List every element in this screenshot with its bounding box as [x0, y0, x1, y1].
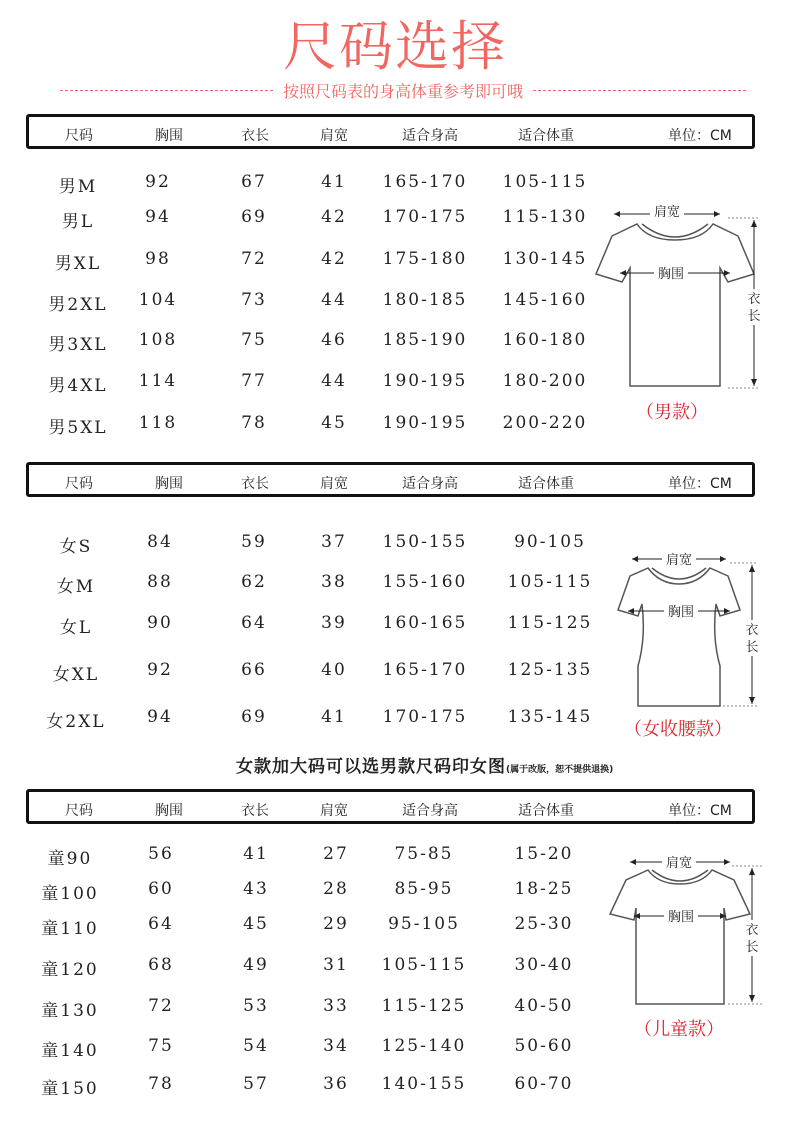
table-cell: 64 [148, 914, 174, 934]
women-length-label-1: 衣 [745, 623, 759, 638]
table-cell: 42 [321, 207, 347, 227]
header-cell: 尺码 [65, 803, 93, 819]
men-shirt-diagram [592, 196, 772, 396]
header-cell: 肩宽 [320, 803, 348, 819]
table-cell: 75-85 [394, 844, 454, 864]
table-cell: 31 [323, 955, 349, 975]
header-cell: 胸围 [155, 128, 183, 144]
table-cell: 78 [148, 1074, 174, 1094]
table-cell: 92 [145, 172, 171, 192]
table-cell: 155-160 [382, 572, 468, 592]
header-cell: 尺码 [65, 128, 93, 144]
table-cell: 男4XL [48, 376, 108, 396]
table-cell: 69 [241, 707, 267, 727]
header-cell: 适合体重 [518, 476, 574, 492]
table-cell: 73 [241, 290, 267, 310]
table-cell: 94 [147, 707, 173, 727]
table-cell: 57 [243, 1074, 269, 1094]
header-cell: 适合体重 [518, 128, 574, 144]
table-cell: 44 [321, 371, 347, 391]
table-cell: 200-220 [502, 413, 588, 433]
table-cell: 男XL [54, 254, 102, 274]
header-cell: 适合身高 [402, 803, 458, 819]
table-cell: 53 [243, 996, 269, 1016]
table-cell: 125-140 [381, 1036, 467, 1056]
table-cell: 72 [241, 249, 267, 269]
table-cell: 童150 [41, 1079, 99, 1099]
table-cell: 180-185 [382, 290, 468, 310]
header-cell: 尺码 [65, 476, 93, 492]
table-cell: 190-195 [382, 371, 468, 391]
header-cell: 单位：CM [668, 128, 732, 144]
table-cell: 78 [241, 413, 267, 433]
table-cell: 童120 [41, 960, 99, 980]
table-cell: 185-190 [382, 330, 468, 350]
table-cell: 男5XL [48, 418, 108, 438]
table-cell: 88 [147, 572, 173, 592]
table-cell: 36 [323, 1074, 349, 1094]
kids-caption: （儿童款） [634, 1019, 724, 1040]
men-length-label-2: 长 [747, 309, 761, 324]
men-caption: （男款） [636, 402, 708, 423]
table-cell: 118 [138, 413, 178, 433]
men-chest-label: 胸围 [657, 267, 685, 282]
kids-length-label-2: 长 [745, 940, 759, 955]
table-cell: 68 [148, 955, 174, 975]
header-cell: 单位：CM [668, 803, 732, 819]
table-cell: 75 [241, 330, 267, 350]
table-cell: 童140 [41, 1041, 99, 1061]
table-cell: 43 [243, 879, 269, 899]
table-cell: 38 [321, 572, 347, 592]
table-cell: 男2XL [48, 295, 108, 315]
table-cell: 85-95 [394, 879, 454, 899]
table-cell: 男3XL [48, 335, 108, 355]
header-cell: 适合身高 [402, 128, 458, 144]
table-cell: 160-180 [502, 330, 588, 350]
table-cell: 28 [323, 879, 349, 899]
table-cell: 140-155 [381, 1074, 467, 1094]
table-cell: 92 [147, 660, 173, 680]
table-cell: 170-175 [382, 207, 468, 227]
table-cell: 90 [147, 613, 173, 633]
men-shoulder-label: 肩宽 [653, 205, 681, 220]
kids-chest-label: 胸围 [667, 910, 695, 925]
women-shoulder-label: 肩宽 [665, 553, 693, 568]
table-cell: 62 [241, 572, 267, 592]
table-cell: 男M [58, 177, 98, 197]
table-cell: 37 [321, 532, 347, 552]
table-cell: 女2XL [46, 712, 106, 732]
table-cell: 115-130 [502, 207, 588, 227]
women-length-label-2: 长 [745, 640, 759, 655]
women-shirt-diagram [608, 548, 778, 718]
table-cell: 115-125 [381, 996, 467, 1016]
right-dashed-divider [533, 90, 746, 91]
table-cell: 90-105 [514, 532, 586, 552]
table-cell: 童130 [41, 1001, 99, 1021]
table-cell: 15-20 [514, 844, 574, 864]
table-cell: 115-125 [507, 613, 593, 633]
table-cell: 27 [323, 844, 349, 864]
table-cell: 女M [56, 577, 96, 597]
notice-small: (属于改版，恕不提供退换) [506, 765, 614, 775]
men-length-label-1: 衣 [747, 292, 761, 307]
table-cell: 25-30 [514, 914, 574, 934]
table-cell: 170-175 [382, 707, 468, 727]
table-cell: 45 [321, 413, 347, 433]
kids-shirt-diagram [604, 848, 784, 1018]
table-cell: 46 [321, 330, 347, 350]
table-cell: 160-165 [382, 613, 468, 633]
table-cell: 50-60 [514, 1036, 574, 1056]
table-cell: 94 [145, 207, 171, 227]
table-cell: 108 [138, 330, 178, 350]
header-cell: 衣长 [241, 803, 269, 819]
table-cell: 49 [243, 955, 269, 975]
table-cell: 41 [321, 707, 347, 727]
women-chest-label: 胸围 [667, 605, 695, 620]
women-caption: （女收腰款） [624, 719, 732, 740]
table-cell: 29 [323, 914, 349, 934]
table-cell: 童110 [41, 919, 99, 939]
header-cell: 胸围 [155, 476, 183, 492]
table-cell: 41 [321, 172, 347, 192]
table-cell: 175-180 [382, 249, 468, 269]
table-cell: 女S [59, 537, 93, 557]
table-cell: 75 [148, 1036, 174, 1056]
header-cell: 适合身高 [402, 476, 458, 492]
table-cell: 67 [241, 172, 267, 192]
table-cell: 69 [241, 207, 267, 227]
table-cell: 39 [321, 613, 347, 633]
header-cell: 肩宽 [320, 128, 348, 144]
table-cell: 44 [321, 290, 347, 310]
table-cell: 190-195 [382, 413, 468, 433]
table-cell: 114 [138, 371, 178, 391]
header-cell: 胸围 [155, 803, 183, 819]
table-cell: 男L [61, 212, 95, 232]
header-cell: 适合体重 [518, 803, 574, 819]
table-cell: 95-105 [388, 914, 460, 934]
kids-length-label-1: 衣 [745, 923, 759, 938]
table-cell: 女XL [52, 665, 100, 685]
table-cell: 105-115 [502, 172, 588, 192]
table-cell: 66 [241, 660, 267, 680]
table-cell: 77 [241, 371, 267, 391]
kids-shoulder-label: 肩宽 [665, 856, 693, 871]
table-cell: 34 [323, 1036, 349, 1056]
header-cell: 衣长 [241, 128, 269, 144]
table-cell: 165-170 [382, 172, 468, 192]
table-cell: 165-170 [382, 660, 468, 680]
table-cell: 105-115 [381, 955, 467, 975]
table-cell: 145-160 [502, 290, 588, 310]
table-cell: 150-155 [382, 532, 468, 552]
table-cell: 180-200 [502, 371, 588, 391]
table-cell: 41 [243, 844, 269, 864]
table-cell: 59 [241, 532, 267, 552]
left-dashed-divider [60, 90, 273, 91]
subtitle-row [60, 78, 746, 102]
table-cell: 56 [148, 844, 174, 864]
table-cell: 125-135 [507, 660, 593, 680]
table-cell: 45 [243, 914, 269, 934]
table-cell: 童100 [41, 884, 99, 904]
table-cell: 98 [145, 249, 171, 269]
table-cell: 33 [323, 996, 349, 1016]
table-cell: 84 [147, 532, 173, 552]
table-cell: 童90 [47, 849, 93, 869]
table-cell: 40-50 [514, 996, 574, 1016]
header-cell: 肩宽 [320, 476, 348, 492]
header-cell: 单位：CM [668, 476, 732, 492]
women-table-header [26, 462, 755, 497]
subtitle: 按照尺码表的身高体重参考即可哦 [283, 81, 524, 101]
table-cell: 130-145 [502, 249, 588, 269]
table-cell: 60 [148, 879, 174, 899]
page-title: 尺码选择 [283, 15, 507, 78]
table-cell: 42 [321, 249, 347, 269]
table-cell: 64 [241, 613, 267, 633]
table-cell: 104 [138, 290, 178, 310]
table-cell: 40 [321, 660, 347, 680]
kids-table-header [26, 789, 755, 824]
table-cell: 105-115 [507, 572, 593, 592]
table-cell: 女L [59, 618, 93, 638]
plus-size-notice: 女款加大码可以选男款尺码印女图(属于改版，恕不提供退换) [236, 757, 614, 777]
table-cell: 135-145 [507, 707, 593, 727]
men-table-header [26, 114, 755, 149]
table-cell: 30-40 [514, 955, 574, 975]
table-cell: 72 [148, 996, 174, 1016]
table-cell: 60-70 [514, 1074, 574, 1094]
table-cell: 54 [243, 1036, 269, 1056]
table-cell: 18-25 [514, 879, 574, 899]
header-cell: 衣长 [241, 476, 269, 492]
